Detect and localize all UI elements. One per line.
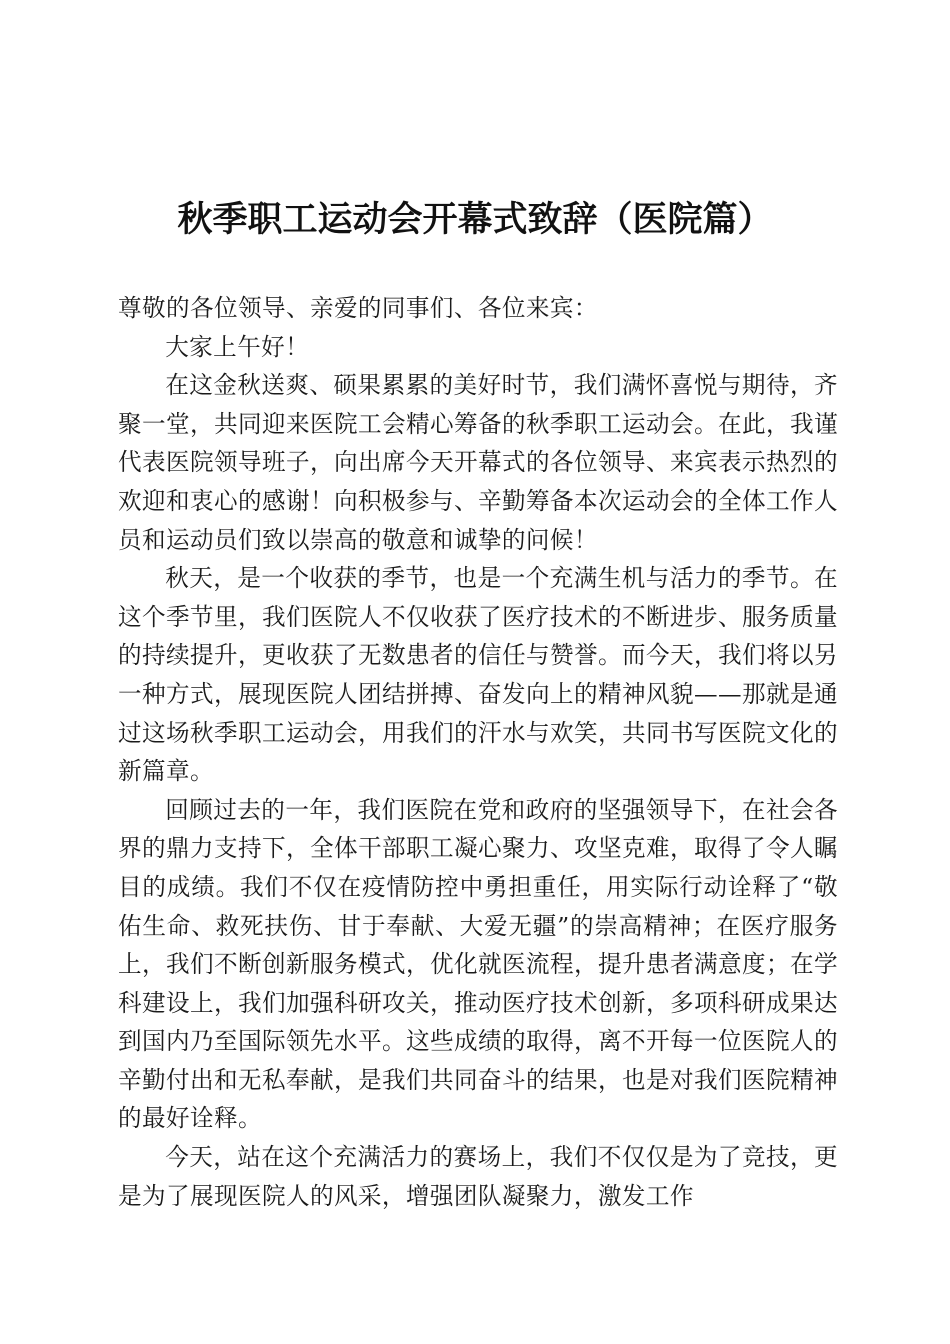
paragraph-autumn: 秋天，是一个收获的季节，也是一个充满生机与活力的季节。在这个季节里，我们医院人不仅收获了医疗技术的不断进步、服务质量的持续提升，更收获了无数患者的信任与赞誉。而今天，我们将以另一种方式，展现医院人团结拼搏、奋发向上的精神风貌——那就是通过这场秋季职工运动会，用我们的汗水与欢笑，共同书写医院文化的新篇章。 [118,564,838,786]
paragraph-today: 今天，站在这个充满活力的赛场上，我们不仅仅是为了竞技，更是为了展现医院人的风采，增强团队凝聚力，激发工作 [118,1143,838,1210]
salutation: 尊敬的各位领导、亲爱的同事们、各位来宾： [118,294,598,322]
document-body [118,289,838,1215]
paragraph-review: 回顾过去的一年，我们医院在党和政府的坚强领导下，在社会各界的鼎力支持下，全体干部职工凝心聚力、攻坚克难，取得了令人瞩目的成绩。我们不仅在疫情防控中勇担重任，用实际行动诠释了“敬佑生命、救死扶伤、甘于奉献、大爱无疆”的崇高精神；在医疗服务上，我们不断创新服务模式，优化就医流程，提升患者满意度；在学科建设上，我们加强科研攻关，推动医疗技术创新，多项科研成果达到国内乃至国际领先水平。这些成绩的取得，离不开每一位医院人的辛勤付出和无私奉献，是我们共同奋斗的结果，也是对我们医院精神的最好诠释。 [118,795,838,1133]
paragraph-welcome: 在这金秋送爽、硕果累累的美好时节，我们满怀喜悦与期待，齐聚一堂，共同迎来医院工会精心筹备的秋季职工运动会。在此，我谨代表医院领导班子，向出席今天开幕式的各位领导、来宾表示热烈的欢迎和衷心的感谢！向积极参与、辛勤筹备本次运动会的全体工作人员和运动员们致以崇高的敬意和诚挚的问候！ [118,371,838,554]
paragraph-greeting: 大家上午好！ [165,332,310,361]
document-title: 秋季职工运动会开幕式致辞（医院篇） [177,199,773,240]
